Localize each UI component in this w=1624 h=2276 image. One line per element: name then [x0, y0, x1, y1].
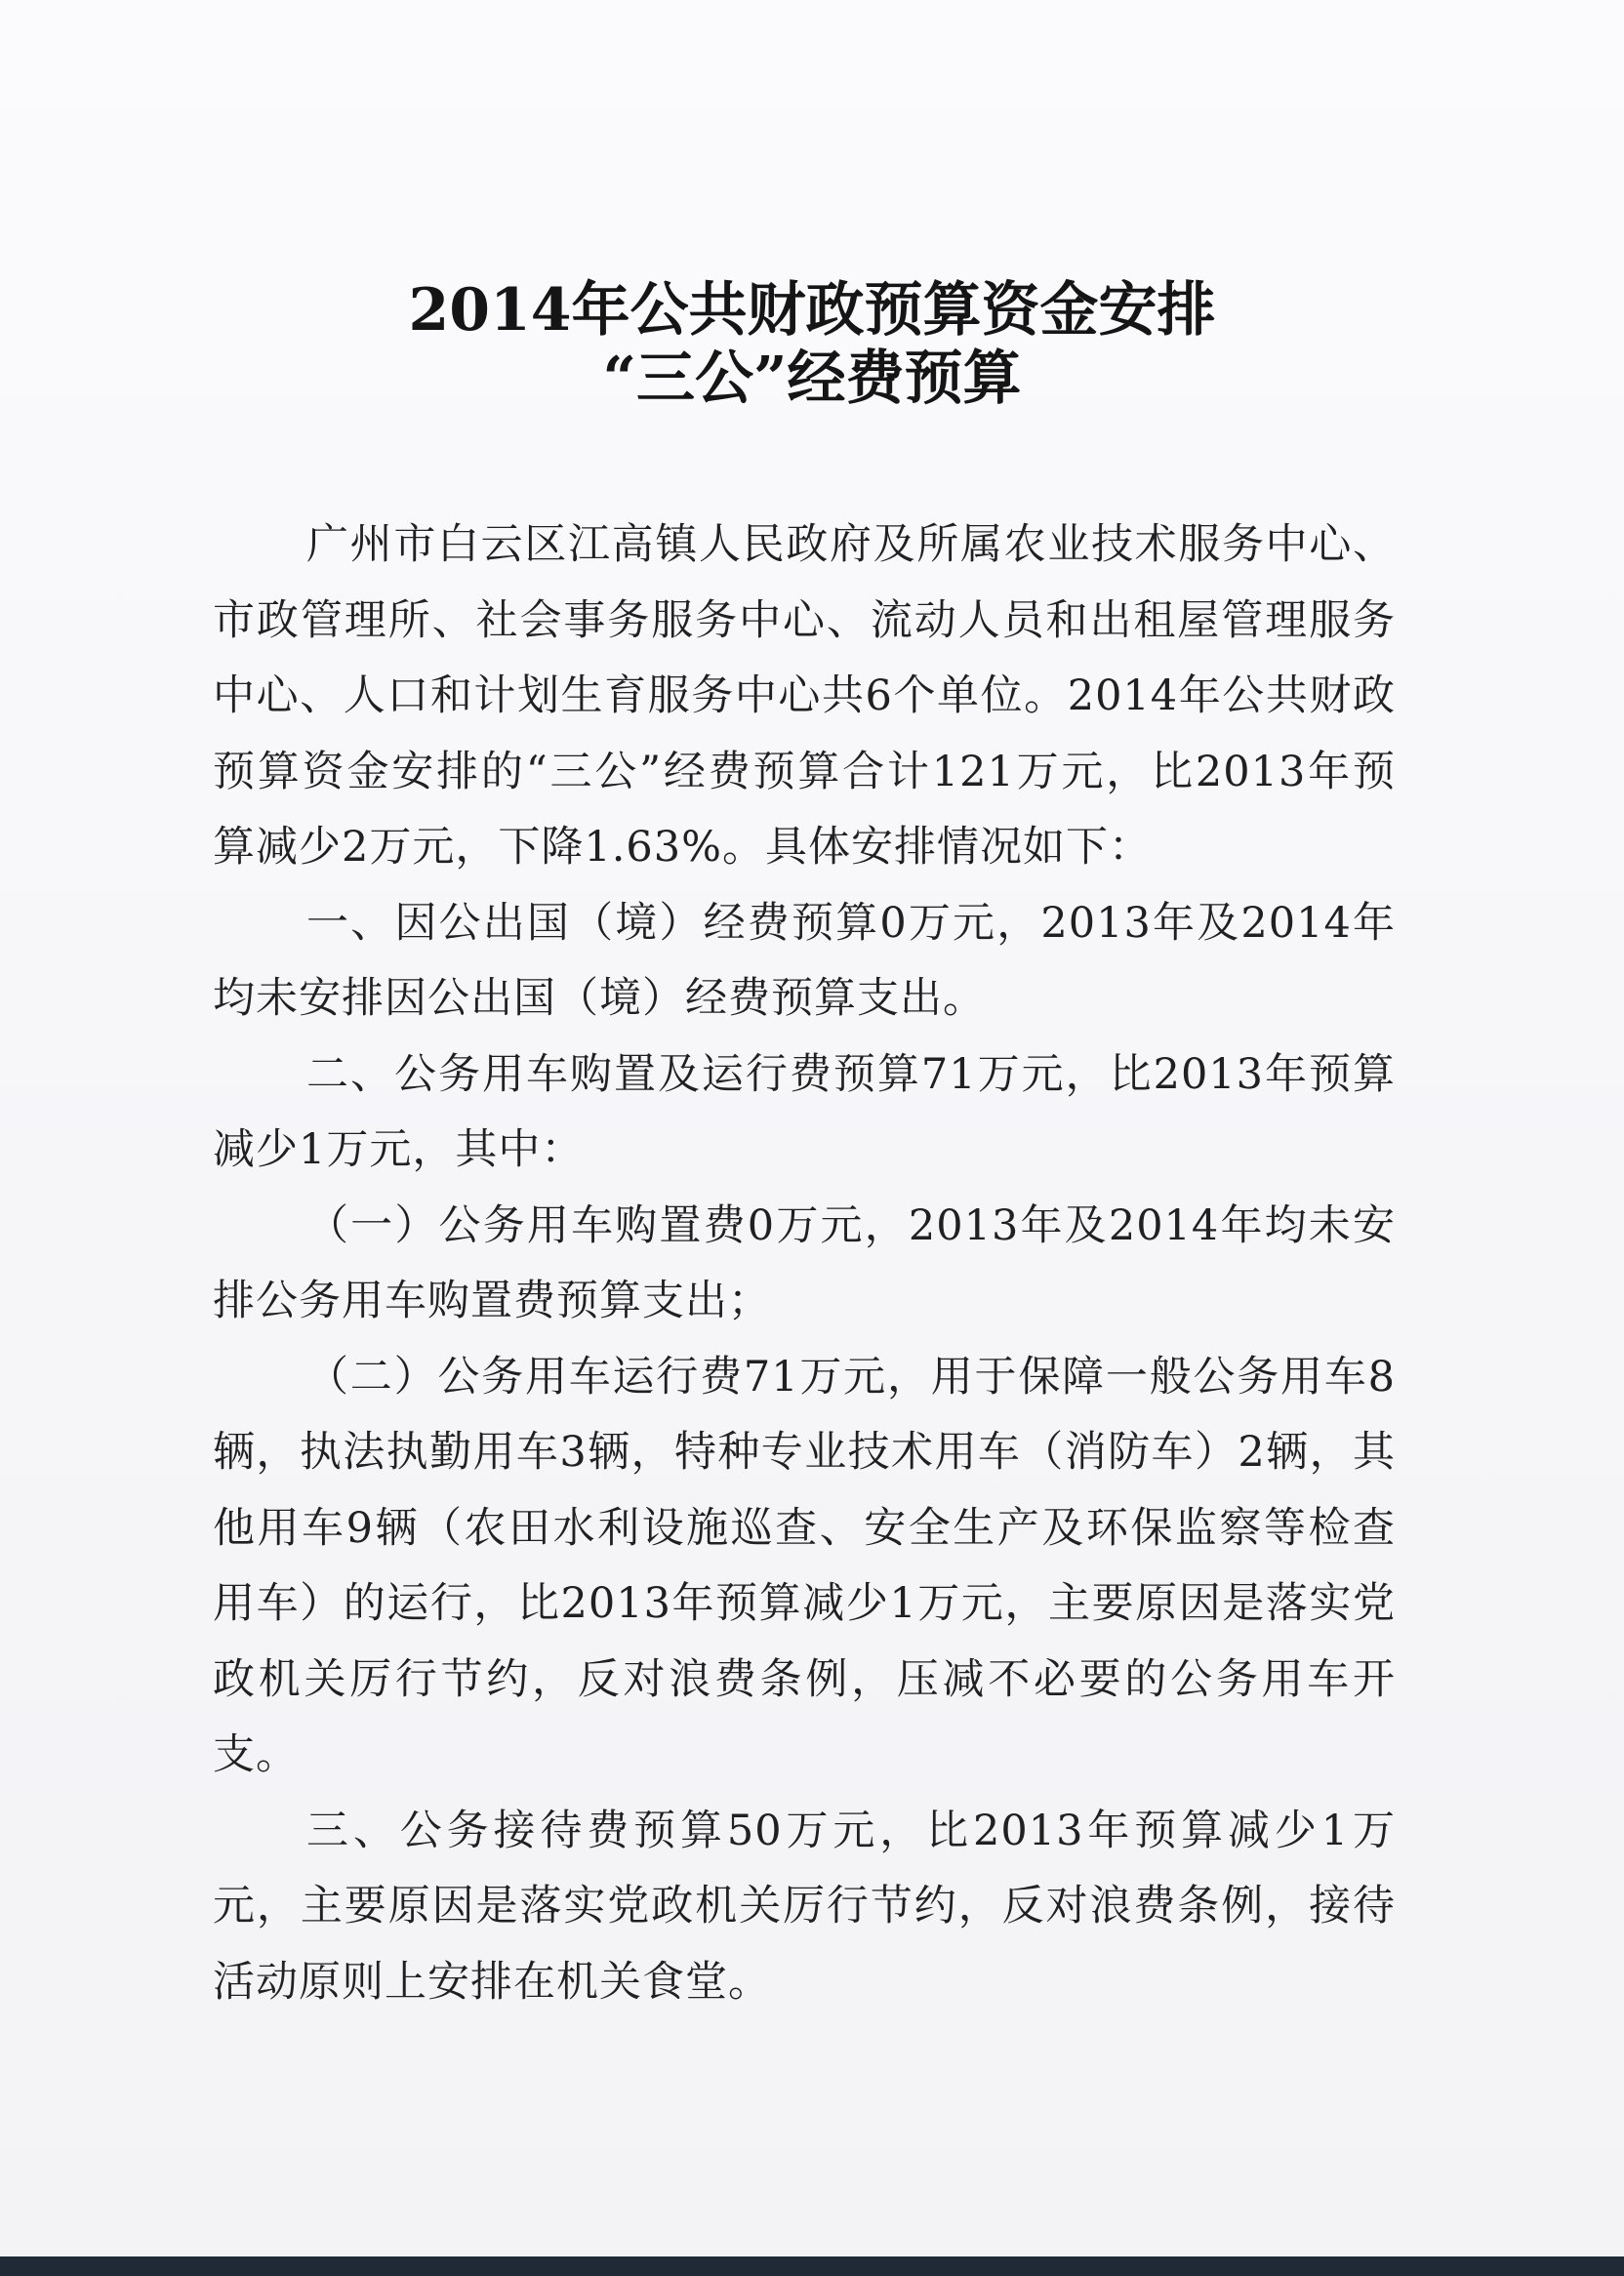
paragraph-intro: 广州市白云区江高镇人民政府及所属农业技术服务中心、市政管理所、社会事务服务中心、流动人员和出租屋管理服务中心、人口和计划生育服务中心共6个单位。2014年公共财政预算资金安排的“三公”经费预算合计121万元，比2013年预算减少2万元，下降1.63%。具体安排情况如下： — [213, 520, 1396, 872]
document-title-line-2: “三公”经费预算 — [602, 345, 1022, 413]
paragraph-reception: 三、公务接待费预算50万元，比2013年预算减少1万元，主要原因是落实党政机关厉行节约，反对浪费条例，接待活动原则上安排在机关食堂。 — [213, 1806, 1396, 2007]
document-title-line-1: 2014年公共财政预算资金安排 — [408, 276, 1216, 345]
document-body — [213, 508, 1396, 2020]
paragraph-vehicle-purchase: （一）公务用车购置费0万元，2013年及2014年均未安排公务用车购置费预算支出； — [213, 1200, 1396, 1325]
paragraph-vehicle-operation: （二）公务用车运行费71万元，用于保障一般公务用车8辆，执法执勤用车3辆，特种专业技术用车（消防车）2辆，其他用车9辆（农田水利设施巡查、安全生产及环保监察等检查用车）的运行，比2013年预算减少1万元，主要原因是落实党政机关厉行节约，反对浪费条例，压减不必要的公务用车开支。 — [213, 1352, 1396, 1779]
paragraph-overseas-travel: 一、因公出国（境）经费预算0万元，2013年及2014年均未安排因公出国（境）经费预算支出。 — [213, 898, 1396, 1023]
scan-bottom-edge — [0, 2256, 1624, 2276]
paragraph-vehicles: 二、公务用车购置及运行费预算71万元，比2013年预算减少1万元，其中： — [213, 1049, 1396, 1174]
